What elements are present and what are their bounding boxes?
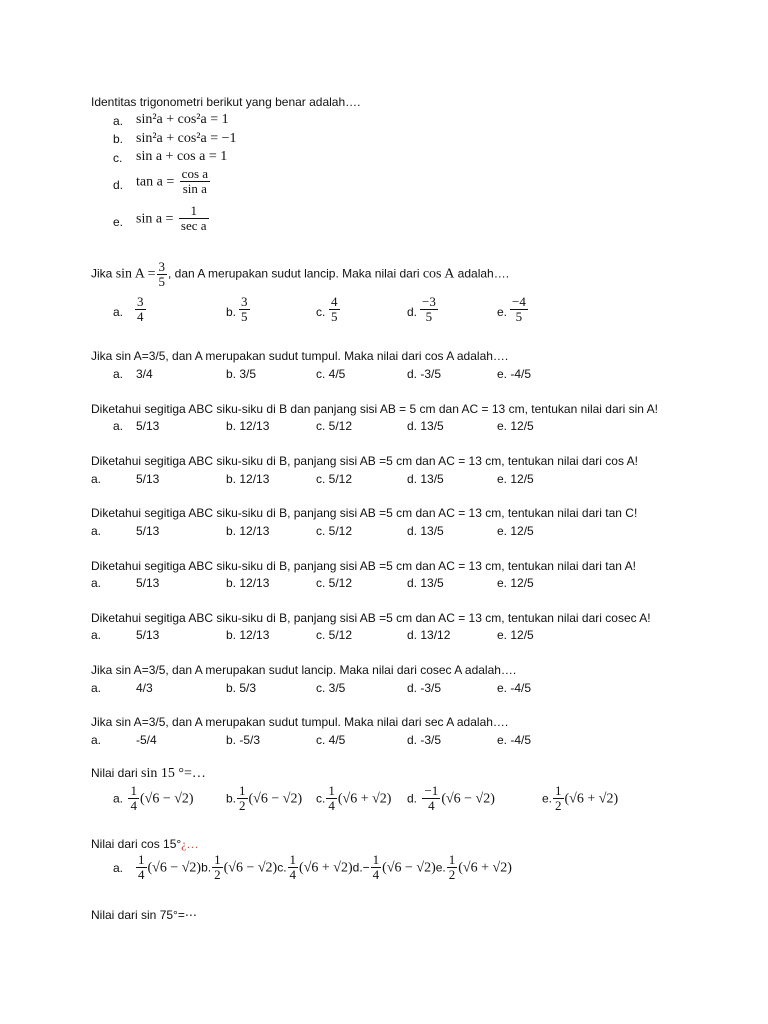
q2-c-num: 4 (331, 294, 338, 309)
q2-d-fraction (419, 295, 439, 324)
q6-a-value: 5/13 (136, 524, 160, 538)
q2-lhs: sin A = (115, 266, 156, 282)
q11-expr: sin 15 °=… (141, 766, 206, 781)
q6-a-label: a. (91, 524, 102, 538)
q12-d-label: d.− (352, 860, 370, 875)
q11-b-label: b. (226, 791, 237, 806)
q7-e: e. 12/5 (497, 576, 534, 590)
q1-d-den: sin a (180, 181, 210, 196)
q5-b: b. 12/13 (226, 472, 270, 486)
q4-b: b. 12/13 (226, 419, 270, 433)
q12-b-label: b. (201, 860, 212, 875)
q2-a-fraction (134, 295, 147, 324)
q1-text: Identitas trigonometri berikut yang benar adalah…. (91, 95, 361, 109)
q1-e-lhs: sin a = (136, 211, 174, 227)
q2-a-label: a. (113, 305, 124, 319)
q9-a-value: 4/3 (136, 681, 153, 695)
q3-a-label: a. (113, 367, 124, 381)
q12-a-den: 4 (138, 867, 145, 882)
q2-post: , dan A merupakan sudut lancip. Maka nilai dari (168, 266, 420, 281)
q11-c-den: 4 (328, 798, 335, 813)
q11-a-root: (√6 − √2) (139, 791, 194, 807)
q1-b-text: sin²a + cos²a = −1 (136, 131, 237, 146)
q11-c-num: 1 (328, 783, 335, 798)
q11-c-root: (√6 + √2) (337, 791, 392, 807)
q12-a-root: (√6 − √2) (147, 860, 202, 876)
q1-c-label: c. (113, 151, 123, 165)
q2-e-fraction (509, 295, 529, 324)
q2-den: 5 (158, 274, 165, 289)
q9-c: c. 3/5 (316, 681, 346, 695)
q11-d-root: (√6 − √2) (441, 791, 495, 807)
q1-e-fraction (179, 204, 209, 233)
q12-c-num: 1 (289, 852, 297, 867)
q6-c: c. 5/12 (316, 524, 353, 538)
q12-mark: ¿… (181, 837, 199, 851)
q5-e: e. 12/5 (497, 472, 534, 486)
q8-a-value: 5/13 (136, 628, 160, 642)
q2-b-label: b. (226, 305, 237, 319)
q2-c-den: 5 (331, 309, 338, 324)
q9-b: b. 5/3 (226, 681, 257, 695)
q8-text: Diketahui segitiga ABC siku-siku di B, panjang sisi AB =5 cm dan AC = 13 cm, tentukan nilai dari cosec A! (91, 611, 651, 625)
q2-end: adalah…. (457, 266, 510, 281)
q12-a-label: a. (113, 860, 124, 875)
q11-a (113, 784, 194, 813)
q12-e-root: (√6 + √2) (458, 860, 512, 876)
q3-b: b. 3/5 (226, 367, 257, 381)
q1-d-fraction (180, 167, 210, 196)
q1-d-lhs: tan a = (136, 174, 175, 190)
q11-b-root: (√6 − √2) (248, 791, 303, 807)
q3-c: c. 4/5 (316, 367, 346, 381)
q12-c-den: 4 (289, 867, 297, 882)
q4-options (0, 419, 768, 437)
q12-pre: Nilai dari cos 15° (91, 837, 182, 851)
q2-pre: Jika (91, 266, 113, 281)
q1-e-label: e. (113, 215, 124, 229)
q5-options (0, 472, 768, 490)
q10-c: c. 4/5 (316, 733, 346, 747)
q11-c (316, 784, 391, 813)
q11-e-label: e. (542, 791, 553, 806)
q5-a-value: 5/13 (136, 472, 160, 486)
q8-d: d. 13/12 (407, 628, 451, 642)
q7-d: d. 13/5 (407, 576, 444, 590)
q11-d (407, 784, 495, 813)
q11-a-num: 1 (130, 783, 137, 798)
q2-a-num: 3 (137, 294, 144, 309)
q1-a-label: a. (113, 114, 124, 128)
q11-a-label: a. (113, 791, 124, 806)
q7-c: c. 5/12 (316, 576, 353, 590)
q4-d: d. 13/5 (407, 419, 444, 433)
q2-d-den: 5 (420, 309, 438, 324)
q1-e-expr (136, 204, 210, 233)
q13-text: Nilai dari sin 75°=⋯ (91, 908, 197, 922)
q1-d-num: cos a (181, 166, 209, 181)
q6-b: b. 12/13 (226, 524, 270, 538)
q11-d-label: d. (407, 791, 418, 806)
q2-e-den: 5 (510, 309, 528, 324)
q11-pre: Nilai dari (91, 766, 138, 780)
q1-d-label: d. (113, 178, 124, 192)
q8-b: b. 12/13 (226, 628, 270, 642)
q8-options (0, 628, 768, 646)
q2-text (91, 260, 509, 289)
q1-b-label: b. (113, 132, 124, 146)
q11-b (226, 784, 302, 813)
q9-a-label: a. (91, 681, 102, 695)
q3-a-value: 3/4 (136, 367, 153, 381)
q4-a-label: a. (113, 419, 124, 433)
q2-d-label: d. (407, 305, 418, 319)
q7-options (0, 576, 768, 594)
q12-e-den: 2 (448, 867, 456, 882)
q11-e (542, 784, 618, 813)
q12-options (113, 853, 512, 882)
q1-d-expr (136, 167, 211, 196)
q12-a-num: 1 (138, 852, 145, 867)
q12-text (91, 837, 199, 852)
q2-c-fraction (328, 295, 341, 324)
q4-a-value: 5/13 (136, 419, 160, 433)
q11-b-num: 1 (239, 783, 246, 798)
q8-c: c. 5/12 (316, 628, 353, 642)
q12-d-den: 4 (372, 867, 380, 882)
q12-d-root: (√6 − √2) (382, 860, 436, 876)
q10-d: d. -3/5 (407, 733, 442, 747)
q1-c-text: sin a + cos a = 1 (136, 149, 228, 164)
q2-num: 3 (158, 259, 165, 274)
q10-e: e. -4/5 (497, 733, 532, 747)
q12-e-num: 1 (448, 852, 456, 867)
q2-b-fraction (238, 295, 251, 324)
q4-e: e. 12/5 (497, 419, 534, 433)
q12-c-root: (√6 + √2) (299, 860, 353, 876)
q2-cos: cos A (422, 266, 455, 282)
q9-e: e. -4/5 (497, 681, 532, 695)
q6-e: e. 12/5 (497, 524, 534, 538)
q12-d-num: 1 (372, 852, 380, 867)
q11-e-num: 1 (555, 783, 562, 798)
q9-options (0, 681, 768, 699)
q2-d-num: −3 (422, 294, 436, 309)
q10-a-label: a. (91, 733, 102, 747)
q12-b-root: (√6 − √2) (223, 860, 278, 876)
q5-text: Diketahui segitiga ABC siku-siku di B, panjang sisi AB =5 cm dan AC = 13 cm, tentukan nilai dari cos A! (91, 454, 638, 468)
q5-d: d. 13/5 (407, 472, 444, 486)
q10-b: b. -5/3 (226, 733, 261, 747)
q11-e-den: 2 (555, 798, 562, 813)
q5-a-label: a. (91, 472, 102, 486)
q3-options (0, 367, 768, 385)
q7-text: Diketahui segitiga ABC siku-siku di B, panjang sisi AB =5 cm dan AC = 13 cm, tentukan nilai dari tan A! (91, 559, 636, 573)
q3-d: d. -3/5 (407, 367, 442, 381)
q8-a-label: a. (91, 628, 102, 642)
q2-c-label: c. (316, 305, 326, 319)
q11-a-den: 4 (130, 798, 137, 813)
q6-d: d. 13/5 (407, 524, 444, 538)
q9-d: d. -3/5 (407, 681, 442, 695)
q11-d-num: −1 (424, 783, 439, 798)
q2-e-label: e. (497, 305, 508, 319)
q7-b: b. 12/13 (226, 576, 270, 590)
q9-text: Jika sin A=3/5, dan A merupakan sudut lancip. Maka nilai dari cosec A adalah…. (91, 663, 517, 677)
q2-fraction (157, 260, 168, 289)
q11-e-root: (√6 + √2) (564, 791, 619, 807)
q11-c-label: c. (316, 791, 326, 806)
q10-options (0, 733, 768, 751)
q10-a-value: -5/4 (136, 733, 157, 747)
q2-e-num: −4 (512, 294, 526, 309)
q5-c: c. 5/12 (316, 472, 353, 486)
q11-b-den: 2 (239, 798, 246, 813)
q1-e-den: sec a (180, 218, 207, 233)
q1-e-num: 1 (190, 203, 197, 218)
q4-text: Diketahui segitiga ABC siku-siku di B dan panjang sisi AB = 5 cm dan AC = 13 cm, tentukan nilai dari sin A! (91, 402, 658, 416)
q12-b-den: 2 (214, 867, 221, 882)
q6-options (0, 524, 768, 542)
q2-b-den: 5 (241, 309, 248, 324)
q4-c: c. 5/12 (316, 419, 353, 433)
q11-text (91, 766, 206, 782)
q10-text: Jika sin A=3/5, dan A merupakan sudut tumpul. Maka nilai dari sec A adalah…. (91, 715, 509, 729)
q7-a-label: a. (91, 576, 102, 590)
q3-e: e. -4/5 (497, 367, 532, 381)
q3-text: Jika sin A=3/5, dan A merupakan sudut tumpul. Maka nilai dari cos A adalah…. (91, 349, 509, 363)
q2-a-den: 4 (137, 309, 144, 324)
q6-text: Diketahui segitiga ABC siku-siku di B, panjang sisi AB =5 cm dan AC = 13 cm, tentukan nilai dari tan C! (91, 506, 638, 520)
q7-a-value: 5/13 (136, 576, 160, 590)
q12-e-label: e. (435, 860, 446, 875)
q2-b-num: 3 (241, 294, 248, 309)
q12-c-label: c. (277, 860, 287, 875)
q11-d-den: 4 (422, 798, 440, 813)
q8-e: e. 12/5 (497, 628, 534, 642)
q1-a-text: sin²a + cos²a = 1 (136, 112, 229, 127)
q12-b-num: 1 (214, 852, 221, 867)
